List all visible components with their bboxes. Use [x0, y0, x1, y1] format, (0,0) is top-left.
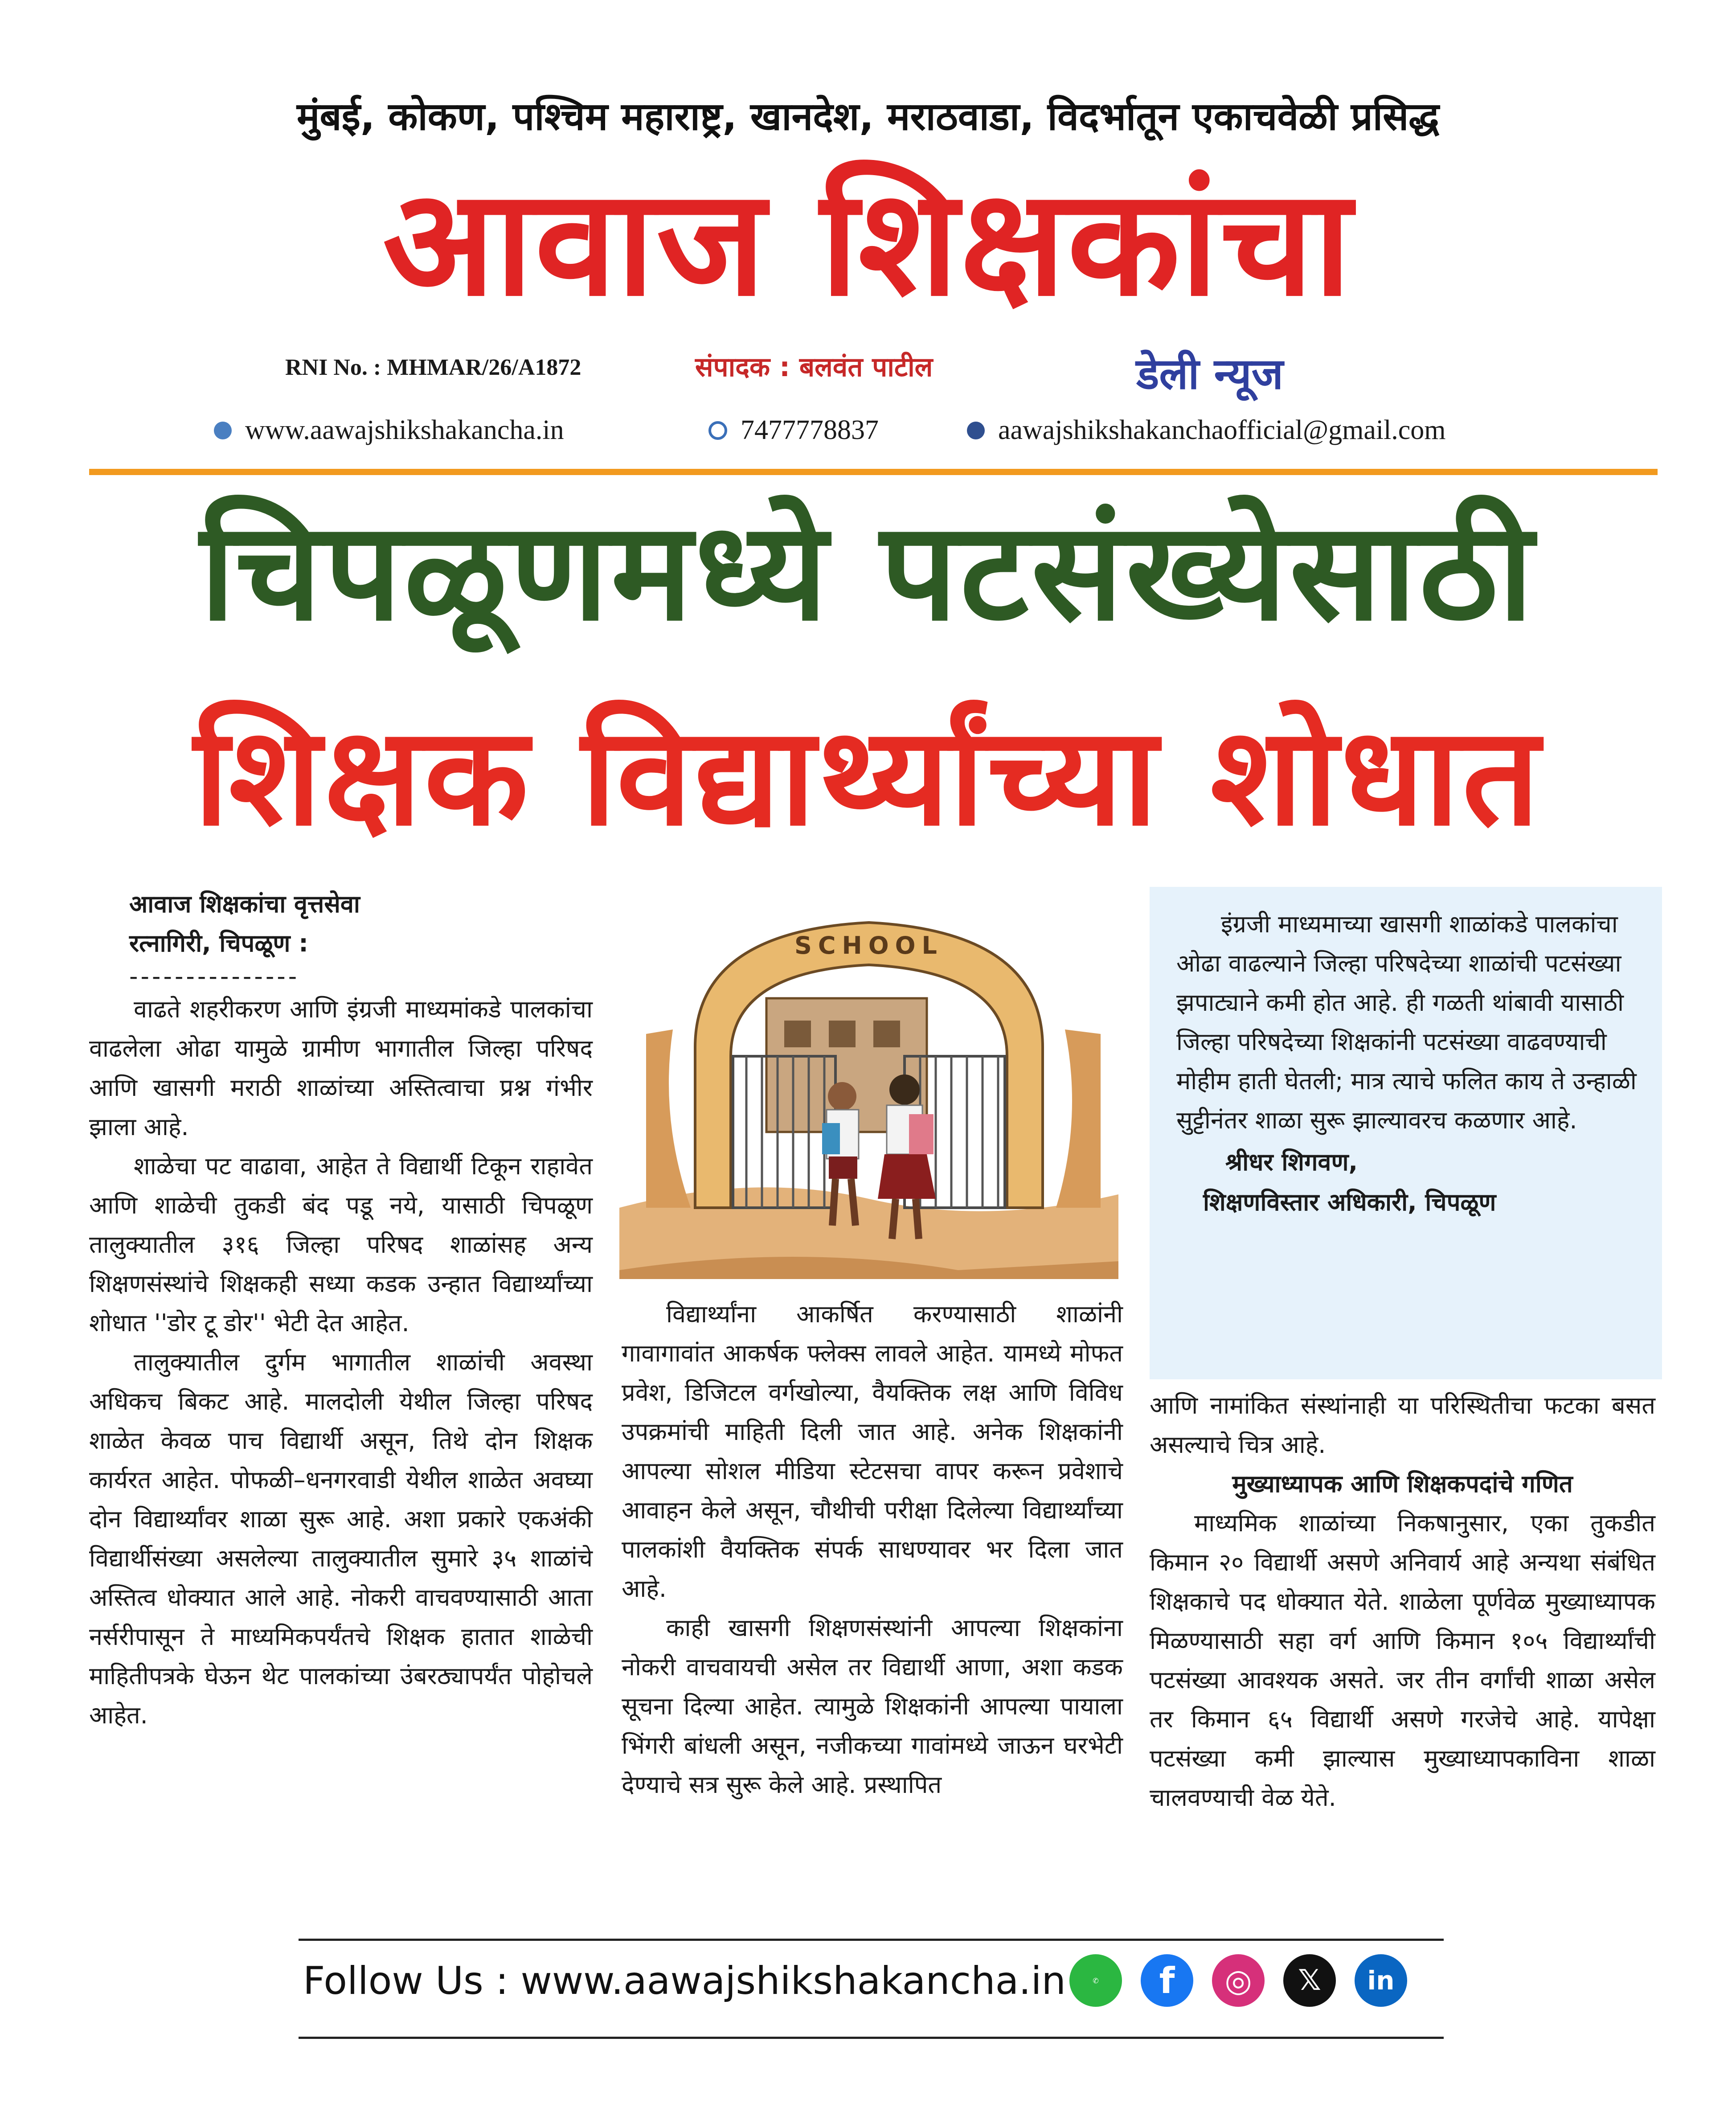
byline-divider: --------------- [129, 962, 300, 990]
paragraph: शाळेचा पट वाढावा, आहेत ते विद्यार्थी टिकून राहावेत आणि शाळेची तुकडी बंद पडू नये, यासाठी चिपळूण तालुक्यातील ३१६ जिल्हा परिषद शाळांसह अन्य शिक्षणसंस्थांचे शिक्षकही सध्या कडक उन्हात विद्यार्थ्यांच्या शोधात ''डोर टू डोर'' भेटी देत आहेत. [89, 1152, 593, 1337]
paragraph: तालुक्यातील दुर्गम भागातील शाळांची अवस्था अधिकच बिकट आहे. मालदोली येथील जिल्हा परिषद शाळेत केवळ पाच विद्यार्थी असून, तिथे दोन शिक्षक कार्यरत आहेत. पोफळी–धनगरवाडी येथील शाळेत अवघ्या दोन विद्यार्थ्यांवर शाळा सुरू आहे. अशा प्रकारे एकअंकी विद्यार्थीसंख्या असलेल्या तालुक्यातील सुमारे ३५ शाळांचे अस्तित्व धोक्यात आले आहे. नोकरी वाचवण्यासाठी आता नर्सरीपासून ते माध्यमिकपर्यंतचे शिक्षक हातात शाळेची माहितीपत्रके घेऊन थेट पालकांच्या उंबरठ्यापर्यंत पोहोचले आहेत. [89, 1348, 593, 1729]
school-sign: SCHOOL [794, 931, 943, 960]
follow-us-text[interactable]: Follow Us : www.aawajshikshakancha.in [303, 1959, 1066, 2003]
article-column-1 [89, 885, 593, 1735]
masthead: आवाज शिक्षकांचा [382, 157, 1354, 328]
phone-icon [708, 421, 727, 440]
email-icon [967, 422, 985, 439]
orange-rule [89, 469, 1658, 475]
footer-top-rule [299, 1939, 1444, 1941]
daily-news-label: डेली न्यूज [1136, 349, 1283, 399]
website-link[interactable]: www.aawajshikshakancha.in [245, 415, 564, 445]
paragraph: काही खासगी शिक्षणसंस्थांनी आपल्या शिक्षकांना नोकरी वाचवायची असेल तर विद्यार्थी आणा, अशा कडक सूचना दिल्या आहेत. त्यामुळे शिक्षकांनी आपल्या पायाला भिंगरी बांधली असून, नजीकच्या गावांमध्ये जाऊन घरभेटी देण्याचे सत्र सुरू केले आहे. प्रस्थापित [622, 1614, 1123, 1799]
email-contact[interactable] [967, 414, 1446, 446]
rni-number: RNI No. : MHMAR/26/A1872 [285, 355, 581, 380]
paragraph: वाढते शहरीकरण आणि इंग्रजी माध्यमांकडे पालकांचा वाढलेला ओढा यामुळे ग्रामीण भागातील जिल्हा परिषद आणि खासगी मराठी शाळांच्या अस्तित्वाचा प्रश्न गंभीर झाला आहे. [89, 995, 593, 1141]
paragraph: माध्यमिक शाळांच्या निकषानुसार, एका तुकडीत किमान २० विद्यार्थी असणे अनिवार्य आहे अन्यथा संबंधित शिक्षकाचे पद धोक्यात येते. शाळेला पूर्णवेळ मुख्याध्यापक मिळण्यासाठी सहा वर्ग आणि किमान १०५ विद्यार्थ्यांची पटसंख्या आवश्यक असते. जर तीन वर्गांची शाळा असेल तर किमान ६५ विद्यार्थी असणे गरजेचे आहे. यापेक्षा पटसंख्या कमी झाल्यास मुख्याध्यापकाविना शाळा चालवण्याची वेळ येते. [1150, 1509, 1655, 1812]
article-column-3 [1150, 1386, 1655, 1817]
headline-line-1: चिपळूणमध्ये पटसंख्येसाठी [200, 492, 1536, 651]
linkedin-icon[interactable]: in [1355, 1954, 1407, 2007]
footer-bottom-rule [299, 2037, 1444, 2039]
quote-author-title: शिक्षणविस्तार अधिकारी, चिपळूण [1203, 1188, 1496, 1216]
website-contact[interactable] [214, 414, 564, 446]
school-illustration [619, 887, 1118, 1279]
phone-number[interactable]: 7477778837 [741, 415, 879, 445]
whatsapp-icon[interactable]: ✆ [1069, 1954, 1122, 2007]
article-column-2 [622, 1295, 1123, 1804]
editor-name: संपादक : बलवंत पाटील [695, 352, 933, 383]
phone-contact[interactable] [708, 414, 879, 446]
paragraph-continued: आणि नामांकित संस्थांनाही या परिस्थितीचा फटका बसत असल्याचे चित्र आहे. [1150, 1391, 1655, 1459]
quote-box [1150, 887, 1662, 1379]
x-icon[interactable]: 𝕏 [1283, 1954, 1336, 2007]
instagram-icon[interactable]: ◎ [1212, 1954, 1265, 2007]
globe-icon [214, 422, 232, 439]
facebook-icon[interactable]: f [1141, 1954, 1193, 2007]
byline-agency: आवाज शिक्षकांचा वृत्तसेवा [129, 890, 360, 918]
email-address[interactable]: aawajshikshakanchaofficial@gmail.com [998, 415, 1446, 445]
tagline: मुंबई, कोकण, पश्चिम महाराष्ट्र, खानदेश, मराठवाडा, विदर्भातून एकाचवेळी प्रसिद्ध [297, 94, 1439, 139]
subheading: मुख्याध्यापक आणि शिक्षकपदांचे गणित [1232, 1470, 1573, 1498]
headline-line-2: शिक्षक विद्यार्थ्यांच्या शोधात [193, 697, 1543, 856]
quote-author: श्रीधर शिगवण, [1225, 1148, 1358, 1176]
quote-text: इंग्रजी माध्यमाच्या खासगी शाळांकडे पालकांचा ओढा वाढल्याने जिल्हा परिषदेच्या शाळांची पटसंख्या झपाट्याने कमी होत आहे. ही गळती थांबावी यासाठी जिल्हा परिषदेच्या शिक्षकांनी पटसंख्या वाढवण्याची मोहीम हाती घेतली; मात्र त्याचे फलित काय ते उन्हाळी सुट्टीनंतर शाळा सुरू झाल्यावरच कळणार आहे. [1176, 910, 1637, 1134]
paragraph: विद्यार्थ्यांना आकर्षित करण्यासाठी शाळांनी गावागावांत आकर्षक फ्लेक्स लावले आहेत. यामध्ये मोफत प्रवेश, डिजिटल वर्गखोल्या, वैयक्तिक लक्ष आणि विविध उपक्रमांची माहिती दिली जात आहे. अनेक शिक्षकांनी आपल्या सोशल मीडिया स्टेटसचा वापर करून प्रवेशाचे आवाहन केले असून, चौथीची परीक्षा दिलेल्या विद्यार्थ्यांच्या पालकांशी वैयक्तिक संपर्क साधण्यावर भर दिला जात आहे. [622, 1300, 1123, 1603]
byline-location: रत्नागिरी, चिपळूण : [129, 929, 308, 957]
